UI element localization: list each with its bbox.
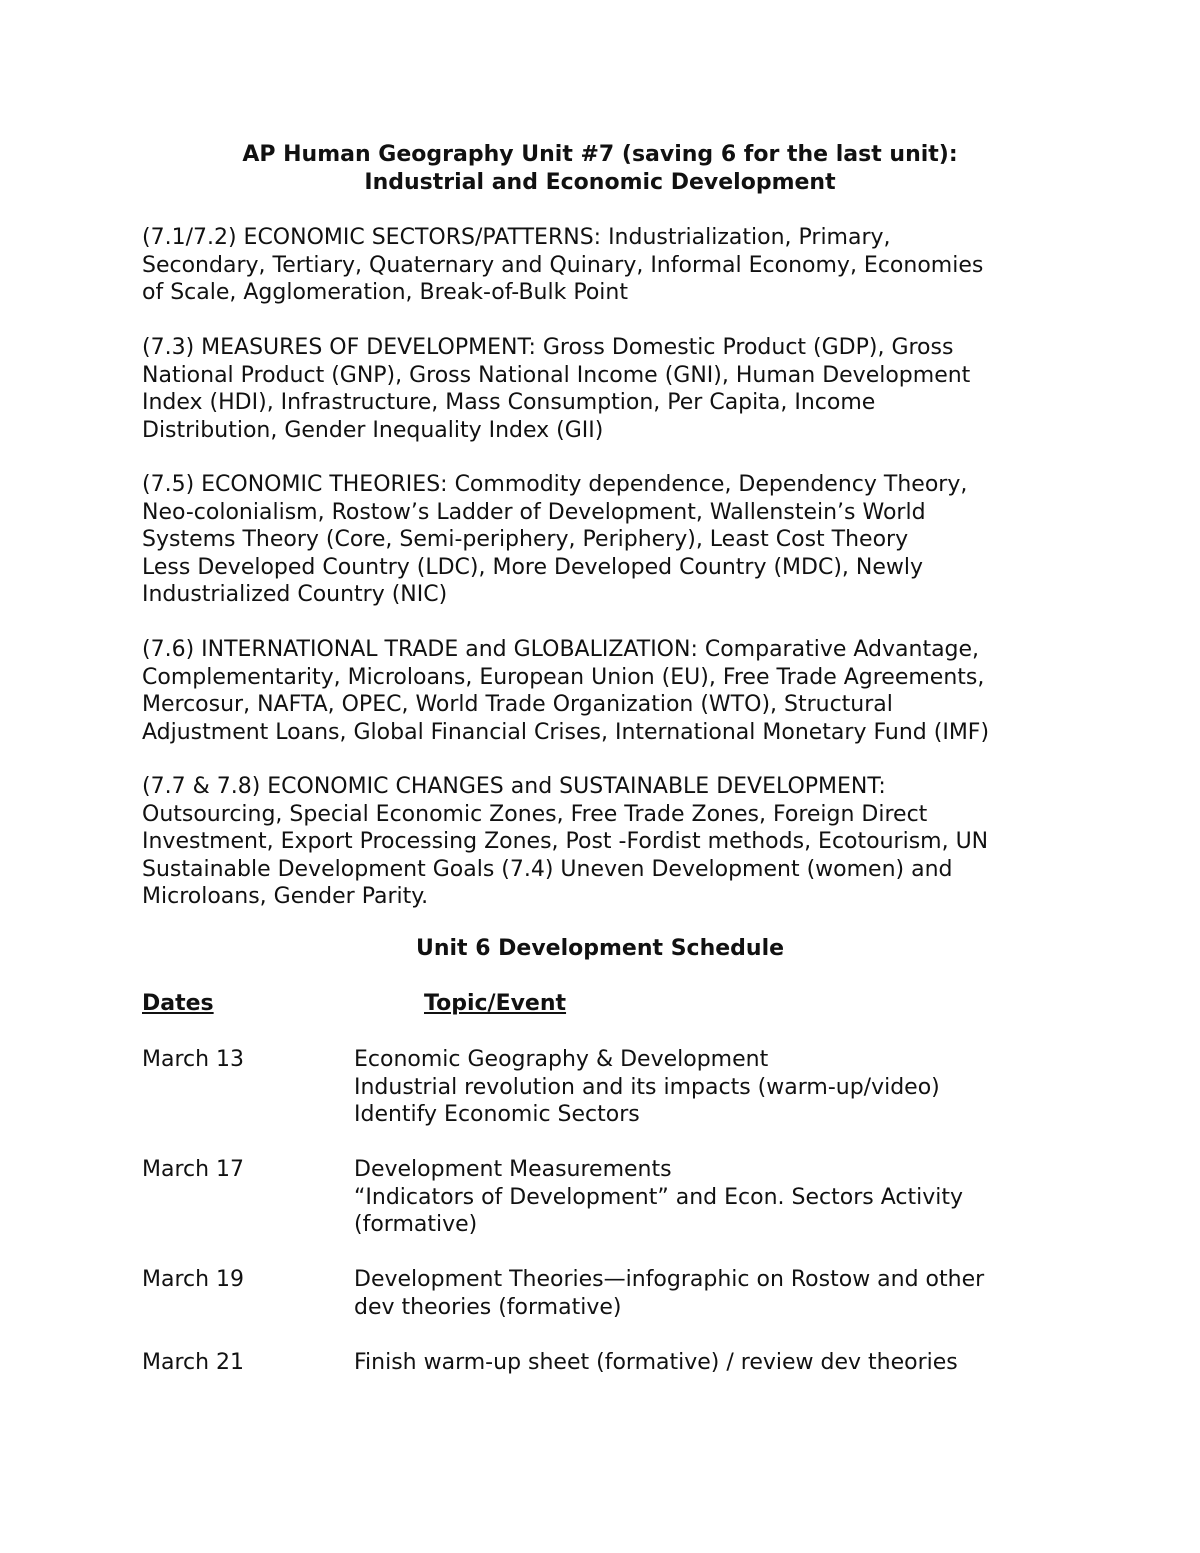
topic-line: Identify Economic Sectors xyxy=(354,1102,640,1127)
topic-line: Development Theories—infographic on Rostow and other xyxy=(354,1267,985,1292)
section-line: Distribution, Gender Inequality Index (GII) xyxy=(142,417,604,443)
section-line: Outsourcing, Special Economic Zones, Free Trade Zones, Foreign Direct xyxy=(142,801,928,827)
section-line: of Scale, Agglomeration, Break-of-Bulk Point xyxy=(142,280,628,305)
section-line: Index (HDI), Infrastructure, Mass Consumption, Per Capita, Income xyxy=(142,390,876,415)
section-line: (7.1/7.2) ECONOMIC SECTORS/PATTERNS: Industrialization, Primary, xyxy=(142,225,891,250)
schedule-topics xyxy=(354,1349,1074,1377)
section-line: Neo-colonialism, Rostow’s Ladder of Development, Wallenstein’s World xyxy=(142,499,926,525)
section-line: Microloans, Gender Parity. xyxy=(142,884,429,909)
topic-line: Development Measurements xyxy=(354,1157,672,1182)
section-line: Systems Theory (Core, Semi-periphery, Periphery), Least Cost Theory xyxy=(142,527,909,552)
schedule-date: March 13 xyxy=(142,1047,245,1072)
section-line: (7.6) INTERNATIONAL TRADE and GLOBALIZATION: Comparative Advantage, xyxy=(142,637,980,662)
topic-line: Economic Geography & Development xyxy=(354,1047,769,1072)
schedule-date: March 19 xyxy=(142,1267,245,1292)
title-line-1: AP Human Geography Unit #7 (saving 6 for the last unit): xyxy=(242,142,958,167)
topic-line: Finish warm-up sheet (formative) / review dev theories xyxy=(354,1350,958,1375)
section-measures-of-development xyxy=(142,334,1072,444)
section-line: Investment, Export Processing Zones, Post -Fordist methods, Ecotourism, UN xyxy=(142,829,989,854)
topic-line: Industrial revolution and its impacts (warm-up/video) xyxy=(354,1074,940,1100)
schedule-topics xyxy=(354,1266,1074,1321)
section-line: National Product (GNP), Gross National Income (GNI), Human Development xyxy=(142,362,971,388)
dates-column-header: Dates xyxy=(142,991,214,1016)
schedule-date: March 21 xyxy=(142,1350,245,1375)
section-line: (7.3) MEASURES OF DEVELOPMENT: Gross Domestic Product (GDP), Gross xyxy=(142,335,954,360)
schedule-topics xyxy=(354,1156,1074,1239)
section-line: (7.5) ECONOMIC THEORIES: Commodity dependence, Dependency Theory, xyxy=(142,472,968,497)
section-international-trade xyxy=(142,636,1072,746)
schedule-topics xyxy=(354,1046,1074,1129)
topic-line: dev theories (formative) xyxy=(354,1294,622,1320)
topic-line: “Indicators of Development” and Econ. Sectors Activity xyxy=(354,1184,963,1210)
topic-column-header: Topic/Event xyxy=(424,991,567,1016)
section-economic-sectors xyxy=(142,224,1072,307)
schedule-date: March 17 xyxy=(142,1157,245,1182)
topic-line: (formative) xyxy=(354,1212,478,1237)
section-line: Adjustment Loans, Global Financial Crises, International Monetary Fund (IMF) xyxy=(142,719,990,745)
section-line: Industrialized Country (NIC) xyxy=(142,582,448,607)
section-economic-theories xyxy=(142,471,1072,609)
schedule-heading: Unit 6 Development Schedule xyxy=(415,936,785,961)
document-title xyxy=(0,141,1200,196)
section-line: Sustainable Development Goals (7.4) Uneven Development (women) and xyxy=(142,856,953,882)
section-line: Secondary, Tertiary, Quaternary and Quinary, Informal Economy, Economies xyxy=(142,252,984,278)
section-line: Mercosur, NAFTA, OPEC, World Trade Organization (WTO), Structural xyxy=(142,692,893,717)
section-economic-changes xyxy=(142,773,1072,911)
section-line: Complementarity, Microloans, European Union (EU), Free Trade Agreements, xyxy=(142,664,985,690)
section-line: Less Developed Country (LDC), More Developed Country (MDC), Newly xyxy=(142,554,924,580)
section-line: (7.7 & 7.8) ECONOMIC CHANGES and SUSTAINABLE DEVELOPMENT: xyxy=(142,774,886,799)
title-line-2: Industrial and Economic Development xyxy=(364,169,836,195)
